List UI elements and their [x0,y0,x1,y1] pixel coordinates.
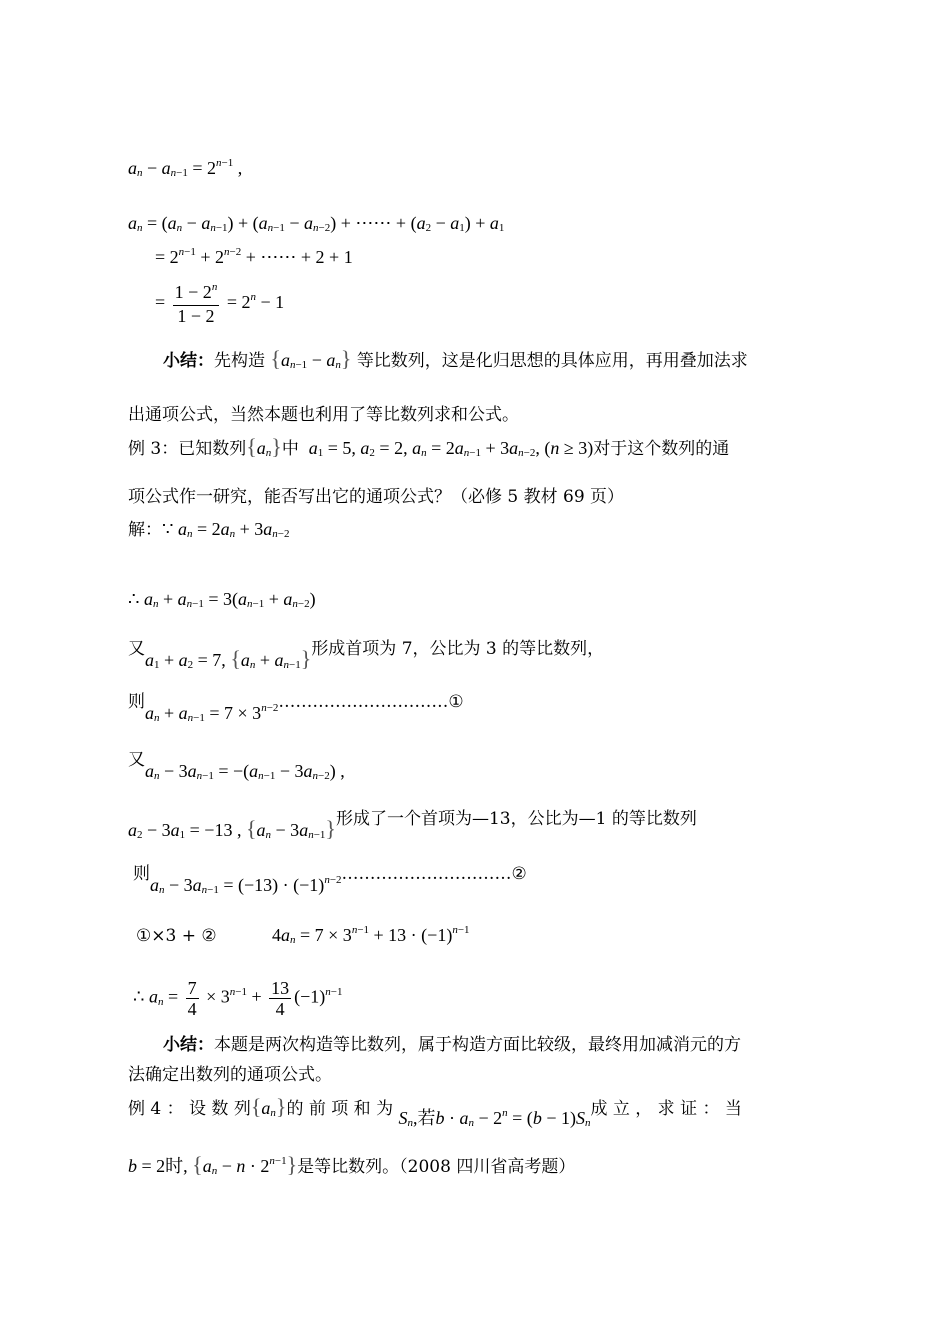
summary-1-line2: 出通项公式，当然本题也利用了等比数列求和公式。 [128,405,519,425]
formula-geometric-sum: = $2^{n-1} + 2^{n-2}$ + ⋯⋯ + 2 + 1 [155,246,353,267]
second-sequence-line: $a_2 - 3a_1 = -13$ , $\{a_n - 3a_{n-1}\}$形成了一个首项为—13，公比为—1 的等比数列 [128,809,697,841]
summary-2-line1: 小结：本题是两次构造等比数列，属于构造方面比较级，最终用加减消元的方 [163,1035,741,1055]
summary-1-line1: 小结：先构造 $\{a_{n-1} - a_n\}$ 等比数列，这是化归思想的具体应用，再用叠加法求 [163,346,748,371]
combo-line: ①×3 + ② $4a_n = 7 \times 3^{n-1} + 13 \cdot (-1)^{n-1}$ [136,924,470,946]
example-3-line2: 项公式作一研究，能否写出它的通项公式？（必修 5 教材 69 页） [128,487,625,507]
formula-an-telescope: $a_n = (a_n - a_{n-1}) + (a_{n-1} - a_{n-2})$ + ⋯⋯ + $(a_2 - a_1) + a_1$ [128,213,505,234]
formula-final-an: ∴ $a_n$ = $\frac{7}{4}$ × $3^{n-1}$ + $\frac{13}{4}$ $(-1)^{n-1}$ [133,978,343,1019]
formula-sum-result: = $\frac{1 - 2^n}{1 - 2}$ = $2^n - 1$ [155,281,285,326]
solution-line: 解：∵ $a_n = 2a_n + 3a_{n-2}$ [128,519,290,540]
ze-line-2: 则$a_n - 3a_{n-1} = (-13)$ · $(-1)^{n-2}\dots\dots\dots\dots\dots\dots\dots\dots\dots\dots ②$ [133,864,527,896]
summary-label: 小结： [163,351,214,371]
formula-therefore-1: ∴ $a_n + a_{n-1} = 3(a_{n-1} + a_{n-2})$ [128,589,316,610]
summary-2-line2: 法确定出数列的通项公式。 [128,1065,332,1085]
example-4-line1: 例 4 ： 设 数 列$\{a_n\}$的 前 项 和 为 $S_n$,若$b \cdot a_n - 2^n = (b - 1)S_n$成 立 ， 求 证 ： 当 [128,1094,742,1129]
example-4-line2: b = 2时, $\{a_n - n \cdot 2^{n-1}\}$是等比数列。（2008 四川省高考题） [128,1152,576,1177]
you-line-2: 又$a_n - 3a_{n-1} = -(a_{n-1} - 3a_{n-2})$ , [128,750,345,782]
formula-an-diff: $a_n - a_{n-1} = 2^{n-1}$ , [128,157,243,179]
you-line-1: 又$a_1 + a_2 = 7$, $\{a_n + a_{n-1}\}$形成首项为 7，公比为 3 的等比数列， [128,639,605,671]
example-3-line1: 例 3：已知数列$\{a_n\}$中 $a_1 = 5$, $a_2 = 2$, $a_n = 2a_{n-1} + 3a_{n-2}$, (n ≥ 3)对于这个数列的通 [128,434,730,459]
ze-line-1: 则$a_n + a_{n-1} = 7$ × $3^{n-2}\dots\dots\dots\dots\dots\dots\dots\dots\dots\dots ①$ [128,692,464,724]
